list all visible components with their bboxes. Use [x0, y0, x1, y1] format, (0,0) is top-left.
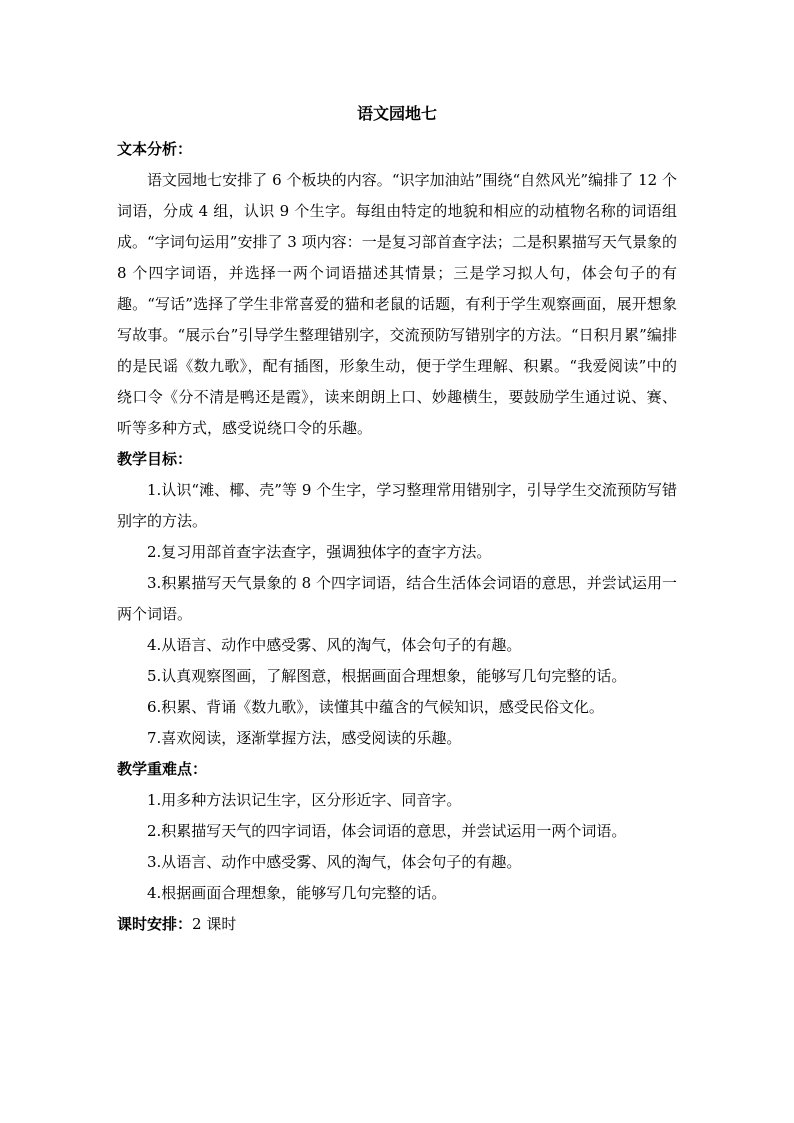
difficulties-list — [117, 785, 677, 909]
goal-item: 7.喜欢阅读，逐渐掌握方法，感受阅读的乐趣。 — [147, 729, 462, 747]
analysis-heading: 文本分析： — [117, 140, 193, 158]
difficulty-item: 1.用多种方法识记生字，区分形近字、同音字。 — [147, 791, 462, 809]
document-page — [117, 100, 677, 940]
schedule-label: 课时安排： — [117, 915, 193, 933]
analysis-paragraph: 语文园地七安排了 6 个板块的内容。“识字加油站”围绕“自然风光”编排了 12 个词语，分成 4 组，认识 9 个生字。每组由特定的地貌和相应的动植物名称的词语组成。“字词句运用”安排了 3 项内容：一是复习部首查字法；二是积累描写天气景象的 8 个四字词语，并选择一两个词语描述其情景；三是学习拟人句，体会句子的有趣。“写话”选择了学生非常喜爱的猫和老鼠的话题，有利于学生观察画面，展开想象写故事。“展示台”引导学生整理错别字，交流预防写错别字的方法。“日积月累”编排的是民谣《数九歌》，配有插图，形象生动，便于学生理解、积累。“我爱阅读”中的绕口令《分不清是鸭还是霞》，读来朗朗上口、妙趣横生，要鼓励学生通过说、赛、听等多种方式，感受说绕口令的乐趣。 — [117, 171, 677, 437]
goals-list — [117, 475, 677, 754]
schedule-value: 2 课时 — [192, 915, 237, 933]
goal-item: 2.复习用部首查字法查字，强调独体字的查字方法。 — [147, 543, 492, 561]
difficulty-item: 3.从语言、动作中感受雾、风的淘气，体会句子的有趣。 — [147, 853, 522, 871]
goal-item: 1.认识“滩、椰、壳”等 9 个生字，学习整理常用错别字，引导学生交流预防写错别字的方法。 — [117, 481, 677, 530]
document-title: 语文园地七 — [356, 104, 437, 123]
goal-item: 5.认真观察图画，了解图意，根据画面合理想象，能够写几句完整的话。 — [147, 667, 627, 685]
goal-item: 4.从语言、动作中感受雾、风的淘气，体会句子的有趣。 — [147, 636, 522, 654]
goal-item: 3.积累描写天气景象的 8 个四字词语，结合生活体会词语的意思，并尝试运用一两个词语。 — [117, 574, 677, 623]
goals-heading: 教学目标： — [117, 450, 193, 468]
schedule-line — [117, 909, 677, 940]
goal-item: 6.积累、背诵《数九歌》，读懂其中蕴含的气候知识，感受民俗文化。 — [147, 698, 604, 716]
difficulty-item: 4.根据画面合理想象，能够写几句完整的话。 — [147, 884, 447, 902]
difficulty-item: 2.积累描写天气的四字词语，体会词语的意思，并尝试运用一两个词语。 — [147, 822, 627, 840]
difficulties-heading: 教学重难点： — [117, 760, 208, 778]
